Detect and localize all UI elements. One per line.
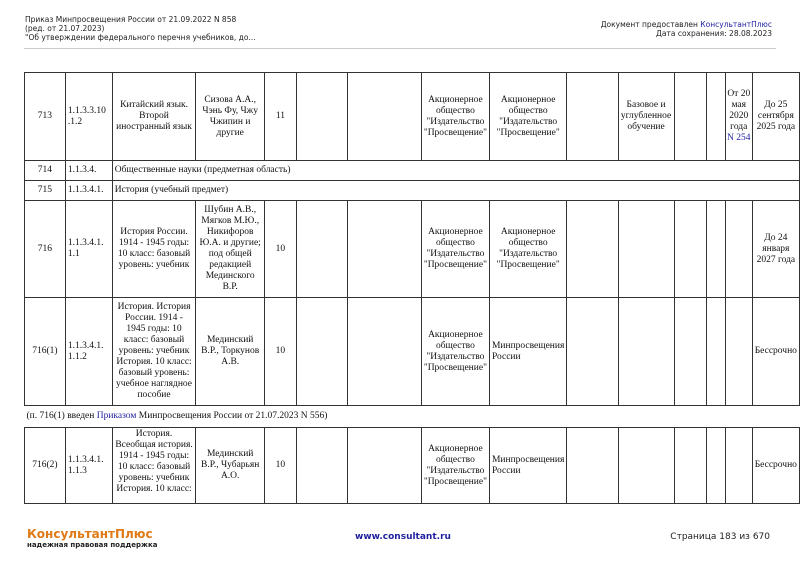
note-text: (п. 716(1) введен: [26, 411, 97, 421]
row-code: 1.1.3.4.1. 1.1.3: [65, 428, 112, 504]
grade: 10: [265, 298, 297, 406]
table-row: [25, 161, 800, 181]
brand-tagline: надежная правовая поддержка: [27, 541, 158, 549]
subject: История (учебный предмет): [112, 181, 799, 201]
save-date: Дата сохранения: 28.08.2023: [656, 29, 772, 38]
authors: Сизова А.А., Чэнь Фу, Чжу Чжипин и другие: [196, 73, 265, 161]
rights-holder: Минпросвещения России: [489, 428, 566, 504]
provider-info: [601, 20, 772, 38]
order-link[interactable]: Приказом: [96, 411, 137, 421]
valid-until: До 25 сентября 2025 года: [752, 73, 799, 161]
study-level: Базовое и углубленное обучение: [618, 73, 674, 161]
provider-link[interactable]: КонсультантПлюс: [700, 20, 772, 29]
order-date: От 20 мая 2020 года: [727, 89, 751, 132]
table-row: [25, 428, 800, 504]
row-code: 1.1.3.4.: [65, 161, 112, 181]
grade: 11: [265, 73, 297, 161]
row-number: 716(1): [25, 298, 66, 406]
row-number: 714: [25, 161, 66, 181]
row-number: 713: [25, 73, 66, 161]
book-title: История. История России. 1914 - 1945 годы: 10 класс: базовый уровень: учебник История. 10 класс: базовый уровень: учебное наглядное пособие: [112, 298, 196, 406]
table-row: [25, 181, 800, 201]
row-code: 1.1.3.4.1. 1.1: [65, 201, 112, 298]
brand-name: КонсультантПлюс: [27, 527, 153, 541]
authors: Шубин А.В., Мягков М.Ю., Никифоров Ю.А. и другие; под общей редакцией Мединского В.Р.: [196, 201, 265, 298]
order-revision: (ред. от 21.07.2023): [25, 24, 105, 33]
row-number: 715: [25, 181, 66, 201]
order-title: Приказ Минпросвещения России от 21.09.2022 N 858: [25, 15, 237, 24]
subject-area: Общественные науки (предметная область): [112, 161, 799, 181]
rights-holder: Акционерное общество "Издательство "Просвещение": [489, 73, 566, 161]
authors: Мединский В.Р., Чубарьян А.О.: [196, 428, 265, 504]
book-title: История. Всеобщая история. 1914 - 1945 годы: 10 класс: базовый уровень: учебник История. 10 класс:: [112, 428, 196, 504]
page-counter: Страница 183 из 670: [670, 532, 770, 542]
valid-until: Бессрочно: [752, 428, 799, 504]
rights-holder: Акционерное общество "Издательство "Просвещение": [489, 201, 566, 298]
note-text: Минпросвещения России от 21.07.2023 N 556): [136, 411, 328, 421]
grade: 10: [265, 201, 297, 298]
provided-label: Документ предоставлен: [600, 20, 701, 29]
publisher: Акционерное общество "Издательство "Просвещение": [421, 298, 489, 406]
table-row: [25, 73, 800, 161]
textbook-table: [24, 72, 800, 504]
amendment-note: [25, 406, 800, 428]
valid-until: Бессрочно: [752, 298, 799, 406]
authors: Мединский В.Р., Торкунов А.В.: [196, 298, 265, 406]
book-title: История России. 1914 - 1945 годы: 10 класс: базовый уровень: учебник: [112, 201, 196, 298]
consultant-logo: [27, 527, 157, 549]
row-code: 1.1.3.4.1. 1.1.2: [65, 298, 112, 406]
publisher: Акционерное общество "Издательство "Просвещение": [421, 73, 489, 161]
row-number: 716(2): [25, 428, 66, 504]
publisher: Акционерное общество "Издательство "Просвещение": [421, 201, 489, 298]
row-number: 716: [25, 201, 66, 298]
header-divider: [24, 48, 776, 49]
rights-holder: Минпросвещения России: [489, 298, 566, 406]
valid-until: До 24 января 2027 года: [752, 201, 799, 298]
row-code: 1.1.3.3.10 .1.2: [65, 73, 112, 161]
order-link[interactable]: N 254: [727, 133, 751, 143]
document-title: [25, 15, 256, 42]
book-title: Китайский язык. Второй иностранный язык: [112, 73, 196, 161]
table-row: [25, 298, 800, 406]
row-code: 1.1.3.4.1.: [65, 181, 112, 201]
site-link[interactable]: www.consultant.ru: [355, 532, 451, 542]
table-row: [25, 201, 800, 298]
publisher: Акционерное общество "Издательство "Просвещение": [421, 428, 489, 504]
order-subject: "Об утверждении федерального перечня учебников, до...: [25, 33, 256, 42]
grade: 10: [265, 428, 297, 504]
